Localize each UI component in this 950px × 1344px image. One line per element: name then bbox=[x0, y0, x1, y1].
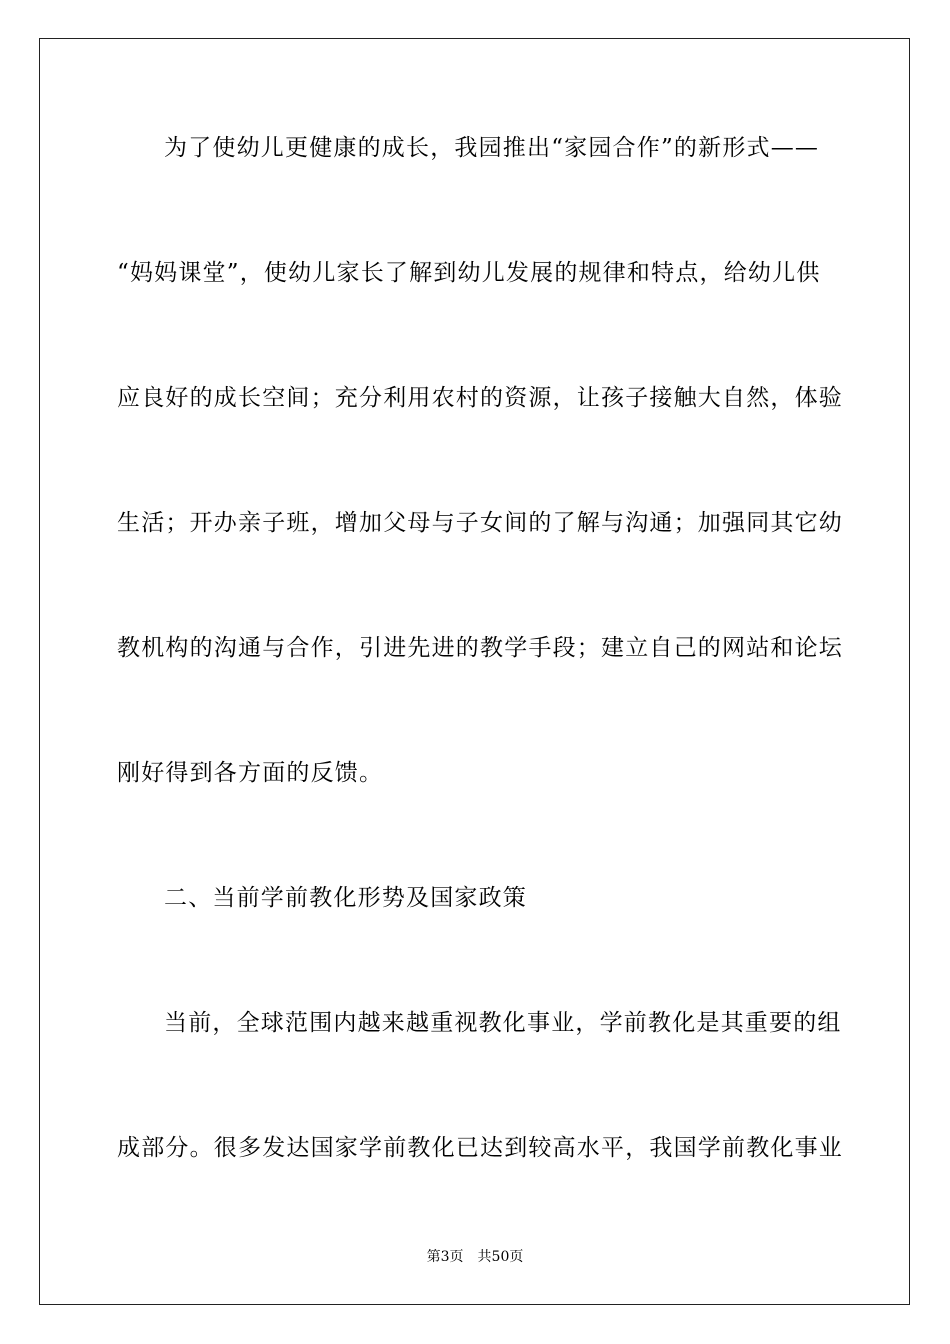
paragraph-line: 教机构的沟通与合作，引进先进的教学手段；建立自己的网站和论坛 bbox=[117, 635, 843, 661]
paragraph-line: 当前，全球范围内越来越重视教化事业，学前教化是其重要的组 bbox=[164, 1010, 842, 1036]
page-footer bbox=[0, 1248, 950, 1266]
paragraph-line: 为了使幼儿更健康的成长，我园推出“家园合作”的新形式—— bbox=[164, 135, 820, 161]
page-number: 第3页 bbox=[426, 1249, 464, 1265]
page-frame bbox=[39, 38, 910, 1305]
page-total: 共50页 bbox=[477, 1249, 524, 1265]
paragraph-line: 成部分。很多发达国家学前教化已达到较高水平，我国学前教化事业 bbox=[117, 1135, 843, 1161]
paragraph-line: 生活；开办亲子班，增加父母与子女间的了解与沟通；加强同其它幼 bbox=[117, 510, 843, 536]
paragraph-line: 刚好得到各方面的反馈。 bbox=[117, 760, 384, 786]
paragraph-line: “妈妈课堂”，使幼儿家长了解到幼儿发展的规律和特点，给幼儿供 bbox=[117, 260, 821, 286]
paragraph-line: 应良好的成长空间；充分利用农村的资源，让孩子接触大自然，体验 bbox=[117, 385, 843, 411]
section-heading: 二、当前学前教化形势及国家政策 bbox=[164, 885, 527, 911]
